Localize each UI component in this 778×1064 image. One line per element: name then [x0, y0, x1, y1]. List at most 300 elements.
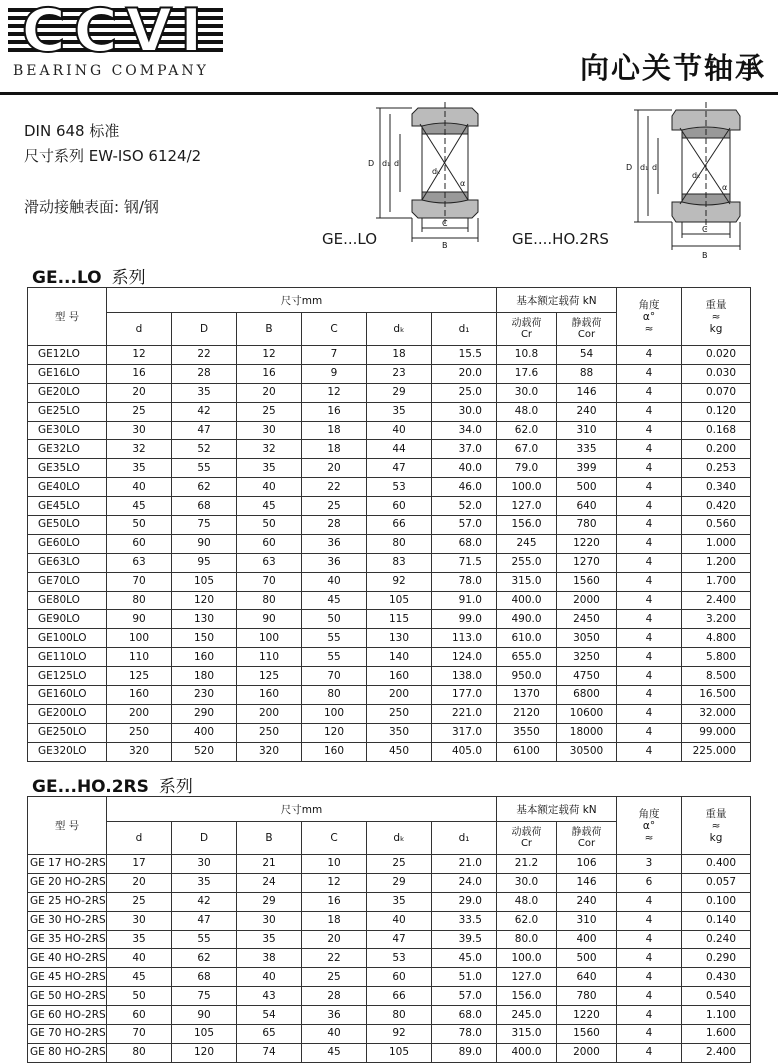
cell-C: 7 — [302, 346, 367, 365]
cell-weight: 1.700 — [682, 572, 751, 591]
cell-C: 18 — [302, 421, 367, 440]
cell-D: 55 — [172, 930, 237, 949]
cell-dk: 160 — [367, 667, 432, 686]
cell-dynamic-load: 400.0 — [497, 591, 557, 610]
cell-D: 105 — [172, 572, 237, 591]
standard-text: DIN 648 标准 — [24, 122, 120, 140]
cell-model: GE 17 HO-2RS — [28, 855, 107, 874]
cell-model: GE 20 HO-2RS — [28, 873, 107, 892]
cell-C: 28 — [302, 516, 367, 535]
cell-d1: 71.5 — [432, 553, 497, 572]
table-row — [28, 742, 751, 761]
col-angle: 角度 α° ≈ — [617, 797, 682, 855]
cell-B: 60 — [237, 534, 302, 553]
cell-d: 110 — [107, 648, 172, 667]
cell-weight: 0.057 — [682, 873, 751, 892]
table-row — [28, 686, 751, 705]
cell-D: 68 — [172, 497, 237, 516]
lo-dim-alpha: α — [460, 179, 466, 188]
cell-C: 10 — [302, 855, 367, 874]
cell-dynamic-load: 2120 — [497, 704, 557, 723]
cell-d1: 24.0 — [432, 873, 497, 892]
cell-dynamic-load: 10.8 — [497, 346, 557, 365]
cell-d: 50 — [107, 516, 172, 535]
col-B: B — [237, 822, 302, 855]
cell-C: 36 — [302, 553, 367, 572]
hors-dim-d: d — [652, 163, 658, 172]
cell-dynamic-load: 3550 — [497, 723, 557, 742]
table-row — [28, 704, 751, 723]
col-C: C — [302, 822, 367, 855]
cell-B: 38 — [237, 949, 302, 968]
cell-weight: 32.000 — [682, 704, 751, 723]
cell-d: 100 — [107, 629, 172, 648]
cell-static-load: 3250 — [557, 648, 617, 667]
cell-angle: 4 — [617, 648, 682, 667]
cell-model: GE45LO — [28, 497, 107, 516]
cell-d1: 25.0 — [432, 383, 497, 402]
cell-model: GE 80 HO-2RS — [28, 1043, 107, 1062]
cell-static-load: 2450 — [557, 610, 617, 629]
cell-B: 29 — [237, 892, 302, 911]
table-row — [28, 421, 751, 440]
cell-weight: 2.400 — [682, 1043, 751, 1062]
cell-angle: 4 — [617, 1043, 682, 1062]
cell-D: 75 — [172, 516, 237, 535]
table-row — [28, 478, 751, 497]
cell-weight: 0.120 — [682, 402, 751, 421]
cell-B: 80 — [237, 591, 302, 610]
cell-D: 47 — [172, 911, 237, 930]
cell-d: 160 — [107, 686, 172, 705]
cell-angle: 4 — [617, 497, 682, 516]
col-angle: 角度 α° ≈ — [617, 288, 682, 346]
cell-model: GE125LO — [28, 667, 107, 686]
cell-C: 25 — [302, 968, 367, 987]
cell-model: GE 45 HO-2RS — [28, 968, 107, 987]
cell-d1: 34.0 — [432, 421, 497, 440]
cell-model: GE20LO — [28, 383, 107, 402]
cell-dynamic-load: 490.0 — [497, 610, 557, 629]
hors-dim-B: B — [702, 251, 708, 260]
cell-d: 250 — [107, 723, 172, 742]
cell-model: GE250LO — [28, 723, 107, 742]
cell-weight: 1.600 — [682, 1025, 751, 1044]
cell-angle: 3 — [617, 855, 682, 874]
col-d1: d₁ — [432, 313, 497, 346]
cell-model: GE32LO — [28, 440, 107, 459]
cell-C: 12 — [302, 383, 367, 402]
col-d: d — [107, 313, 172, 346]
cell-dynamic-load: 315.0 — [497, 572, 557, 591]
cell-weight: 4.800 — [682, 629, 751, 648]
dimension-series-text: 尺寸系列 EW-ISO 6124/2 — [24, 147, 202, 165]
cell-weight: 0.430 — [682, 968, 751, 987]
cell-dk: 92 — [367, 1025, 432, 1044]
cell-dynamic-load: 48.0 — [497, 402, 557, 421]
cell-D: 42 — [172, 892, 237, 911]
cell-weight: 0.400 — [682, 855, 751, 874]
cell-C: 9 — [302, 364, 367, 383]
cell-B: 16 — [237, 364, 302, 383]
hors-dim-dk: dₖ — [692, 171, 701, 180]
cell-dk: 105 — [367, 591, 432, 610]
cell-model: GE 30 HO-2RS — [28, 911, 107, 930]
cell-dynamic-load: 255.0 — [497, 553, 557, 572]
cell-B: 30 — [237, 911, 302, 930]
cell-C: 120 — [302, 723, 367, 742]
cell-C: 36 — [302, 534, 367, 553]
cell-weight: 2.400 — [682, 591, 751, 610]
cell-d: 70 — [107, 1025, 172, 1044]
cell-B: 32 — [237, 440, 302, 459]
table-row — [28, 892, 751, 911]
cell-weight: 0.540 — [682, 987, 751, 1006]
cell-static-load: 240 — [557, 892, 617, 911]
table-row — [28, 591, 751, 610]
col-load-rating: 基本额定载荷 kN — [497, 288, 617, 313]
cell-model: GE60LO — [28, 534, 107, 553]
cell-d1: 68.0 — [432, 1006, 497, 1025]
lo-bearing-diagram — [360, 100, 500, 250]
col-B: B — [237, 313, 302, 346]
cell-dynamic-load: 30.0 — [497, 873, 557, 892]
col-dynamic: 动载荷 Cr — [497, 313, 557, 346]
cell-B: 54 — [237, 1006, 302, 1025]
table-row — [28, 1043, 751, 1062]
contact-surface-text: 滑动接触表面: 钢/钢 — [24, 198, 159, 216]
cell-angle: 4 — [617, 629, 682, 648]
col-dk: dₖ — [367, 313, 432, 346]
cell-B: 70 — [237, 572, 302, 591]
cell-angle: 4 — [617, 968, 682, 987]
cell-D: 47 — [172, 421, 237, 440]
cell-D: 75 — [172, 987, 237, 1006]
cell-C: 100 — [302, 704, 367, 723]
cell-B: 160 — [237, 686, 302, 705]
cell-C: 50 — [302, 610, 367, 629]
cell-angle: 4 — [617, 610, 682, 629]
cell-D: 62 — [172, 478, 237, 497]
cell-D: 68 — [172, 968, 237, 987]
cell-C: 40 — [302, 1025, 367, 1044]
cell-model: GE12LO — [28, 346, 107, 365]
cell-dynamic-load: 315.0 — [497, 1025, 557, 1044]
cell-d1: 29.0 — [432, 892, 497, 911]
cell-model: GE 25 HO-2RS — [28, 892, 107, 911]
cell-angle: 4 — [617, 364, 682, 383]
cell-dk: 40 — [367, 911, 432, 930]
cell-dynamic-load: 245.0 — [497, 1006, 557, 1025]
cell-weight: 0.030 — [682, 364, 751, 383]
cell-D: 95 — [172, 553, 237, 572]
cell-D: 55 — [172, 459, 237, 478]
table-row — [28, 949, 751, 968]
cell-angle: 4 — [617, 1025, 682, 1044]
col-D: D — [172, 822, 237, 855]
cell-d: 45 — [107, 497, 172, 516]
lo-section-title — [32, 263, 146, 288]
cell-dynamic-load: 62.0 — [497, 911, 557, 930]
cell-d: 30 — [107, 911, 172, 930]
cell-B: 50 — [237, 516, 302, 535]
cell-B: 63 — [237, 553, 302, 572]
cell-d1: 124.0 — [432, 648, 497, 667]
cell-D: 62 — [172, 949, 237, 968]
cell-B: 125 — [237, 667, 302, 686]
cell-B: 20 — [237, 383, 302, 402]
hors-dim-d1: d₁ — [640, 163, 649, 172]
cell-angle: 4 — [617, 911, 682, 930]
cell-weight: 0.420 — [682, 497, 751, 516]
cell-C: 160 — [302, 742, 367, 761]
logo-letters: CCVI — [21, 4, 211, 66]
cell-static-load: 3050 — [557, 629, 617, 648]
cell-d1: 221.0 — [432, 704, 497, 723]
cell-angle: 4 — [617, 421, 682, 440]
cell-model: GE100LO — [28, 629, 107, 648]
hors-dim-alpha: α — [722, 183, 728, 192]
cell-static-load: 780 — [557, 987, 617, 1006]
cell-d1: 138.0 — [432, 667, 497, 686]
cell-static-load: 2000 — [557, 591, 617, 610]
cell-static-load: 30500 — [557, 742, 617, 761]
lo-dim-dk: dₖ — [432, 167, 441, 176]
cell-d: 125 — [107, 667, 172, 686]
hors-section-name: GE...HO.2RS — [32, 777, 149, 797]
cell-d: 20 — [107, 873, 172, 892]
cell-d: 25 — [107, 892, 172, 911]
cell-angle: 4 — [617, 572, 682, 591]
cell-dynamic-load: 245 — [497, 534, 557, 553]
cell-static-load: 10600 — [557, 704, 617, 723]
cell-d: 32 — [107, 440, 172, 459]
cell-C: 36 — [302, 1006, 367, 1025]
cell-model: GE90LO — [28, 610, 107, 629]
cell-dk: 350 — [367, 723, 432, 742]
cell-d1: 89.0 — [432, 1043, 497, 1062]
lo-section-name: GE...LO — [32, 268, 102, 288]
cell-model: GE 50 HO-2RS — [28, 987, 107, 1006]
cell-dynamic-load: 127.0 — [497, 497, 557, 516]
cell-d1: 33.5 — [432, 911, 497, 930]
cell-C: 22 — [302, 478, 367, 497]
cell-static-load: 500 — [557, 949, 617, 968]
cell-C: 16 — [302, 892, 367, 911]
cell-D: 400 — [172, 723, 237, 742]
col-weight: 重量 ≈ kg — [682, 288, 751, 346]
cell-B: 320 — [237, 742, 302, 761]
cell-angle: 4 — [617, 534, 682, 553]
lo-spec-table — [27, 287, 751, 762]
cell-D: 52 — [172, 440, 237, 459]
cell-d1: 37.0 — [432, 440, 497, 459]
cell-C: 45 — [302, 1043, 367, 1062]
cell-dk: 200 — [367, 686, 432, 705]
cell-d: 80 — [107, 1043, 172, 1062]
cell-D: 90 — [172, 1006, 237, 1025]
table-row — [28, 383, 751, 402]
cell-d1: 20.0 — [432, 364, 497, 383]
col-model: 型 号 — [28, 797, 107, 855]
table-row — [28, 553, 751, 572]
cell-d1: 68.0 — [432, 534, 497, 553]
cell-B: 24 — [237, 873, 302, 892]
cell-D: 28 — [172, 364, 237, 383]
cell-C: 18 — [302, 911, 367, 930]
cell-B: 65 — [237, 1025, 302, 1044]
cell-B: 35 — [237, 930, 302, 949]
table-row — [28, 534, 751, 553]
cell-dynamic-load: 950.0 — [497, 667, 557, 686]
cell-weight: 0.100 — [682, 892, 751, 911]
cell-dynamic-load: 48.0 — [497, 892, 557, 911]
cell-static-load: 399 — [557, 459, 617, 478]
lo-dim-C: C — [442, 219, 448, 228]
cell-static-load: 1560 — [557, 1025, 617, 1044]
cell-dynamic-load: 156.0 — [497, 987, 557, 1006]
lo-dim-B: B — [442, 241, 448, 250]
cell-model: GE 60 HO-2RS — [28, 1006, 107, 1025]
cell-d1: 99.0 — [432, 610, 497, 629]
table-row — [28, 723, 751, 742]
cell-D: 130 — [172, 610, 237, 629]
cell-C: 70 — [302, 667, 367, 686]
table-row — [28, 873, 751, 892]
col-dk: dₖ — [367, 822, 432, 855]
cell-dk: 40 — [367, 421, 432, 440]
cell-angle: 4 — [617, 704, 682, 723]
cell-B: 90 — [237, 610, 302, 629]
cell-d: 25 — [107, 402, 172, 421]
cell-dk: 35 — [367, 402, 432, 421]
cell-dk: 47 — [367, 930, 432, 949]
cell-angle: 4 — [617, 686, 682, 705]
cell-weight: 0.200 — [682, 440, 751, 459]
col-weight: 重量 ≈ kg — [682, 797, 751, 855]
cell-dk: 80 — [367, 534, 432, 553]
lo-diagram-label: GE...LO — [322, 230, 378, 248]
cell-dk: 250 — [367, 704, 432, 723]
cell-dk: 92 — [367, 572, 432, 591]
cell-weight: 0.340 — [682, 478, 751, 497]
cell-C: 45 — [302, 591, 367, 610]
cell-d: 90 — [107, 610, 172, 629]
cell-dk: 29 — [367, 873, 432, 892]
cell-dk: 53 — [367, 949, 432, 968]
cell-C: 40 — [302, 572, 367, 591]
cell-C: 16 — [302, 402, 367, 421]
cell-angle: 4 — [617, 459, 682, 478]
cell-static-load: 106 — [557, 855, 617, 874]
cell-static-load: 310 — [557, 421, 617, 440]
table-row — [28, 516, 751, 535]
cell-C: 20 — [302, 459, 367, 478]
hors-section-suffix: 系列 — [158, 777, 193, 797]
cell-D: 520 — [172, 742, 237, 761]
cell-static-load: 6800 — [557, 686, 617, 705]
cell-weight: 0.070 — [682, 383, 751, 402]
cell-weight: 1.100 — [682, 1006, 751, 1025]
col-static: 静载荷 Cor — [557, 313, 617, 346]
cell-D: 30 — [172, 855, 237, 874]
cell-weight: 225.000 — [682, 742, 751, 761]
cell-d: 17 — [107, 855, 172, 874]
cell-angle: 4 — [617, 987, 682, 1006]
cell-weight: 0.240 — [682, 930, 751, 949]
cell-B: 40 — [237, 968, 302, 987]
cell-C: 18 — [302, 440, 367, 459]
col-C: C — [302, 313, 367, 346]
cell-dynamic-load: 100.0 — [497, 949, 557, 968]
hors-table-body — [28, 855, 751, 1063]
cell-angle: 4 — [617, 478, 682, 497]
cell-d: 45 — [107, 968, 172, 987]
lo-table-body — [28, 346, 751, 762]
cell-static-load: 18000 — [557, 723, 617, 742]
cell-static-load: 146 — [557, 383, 617, 402]
cell-model: GE63LO — [28, 553, 107, 572]
cell-angle: 4 — [617, 930, 682, 949]
cell-D: 150 — [172, 629, 237, 648]
cell-dk: 53 — [367, 478, 432, 497]
cell-d1: 113.0 — [432, 629, 497, 648]
cell-dk: 66 — [367, 516, 432, 535]
col-dynamic: 动载荷 Cr — [497, 822, 557, 855]
cell-model: GE16LO — [28, 364, 107, 383]
cell-dk: 44 — [367, 440, 432, 459]
table-row — [28, 930, 751, 949]
cell-d1: 177.0 — [432, 686, 497, 705]
table-row — [28, 346, 751, 365]
cell-static-load: 640 — [557, 497, 617, 516]
lo-dim-D: D — [368, 159, 375, 168]
cell-static-load: 780 — [557, 516, 617, 535]
table-row — [28, 667, 751, 686]
cell-d1: 46.0 — [432, 478, 497, 497]
cell-d: 40 — [107, 949, 172, 968]
cell-C: 55 — [302, 648, 367, 667]
cell-d1: 40.0 — [432, 459, 497, 478]
cell-D: 120 — [172, 1043, 237, 1062]
cell-weight: 0.560 — [682, 516, 751, 535]
table-row — [28, 610, 751, 629]
cell-B: 21 — [237, 855, 302, 874]
cell-D: 290 — [172, 704, 237, 723]
cell-dk: 60 — [367, 497, 432, 516]
cell-d: 80 — [107, 591, 172, 610]
cell-d1: 21.0 — [432, 855, 497, 874]
cell-D: 120 — [172, 591, 237, 610]
cell-static-load: 1270 — [557, 553, 617, 572]
cell-model: GE25LO — [28, 402, 107, 421]
cell-static-load: 1220 — [557, 1006, 617, 1025]
cell-B: 25 — [237, 402, 302, 421]
cell-dynamic-load: 610.0 — [497, 629, 557, 648]
cell-angle: 4 — [617, 892, 682, 911]
lo-section-suffix: 系列 — [111, 268, 146, 288]
cell-static-load: 240 — [557, 402, 617, 421]
cell-static-load: 146 — [557, 873, 617, 892]
lo-dim-d: d — [394, 159, 400, 168]
page-title: 向心关节轴承 — [579, 51, 766, 85]
cell-d: 200 — [107, 704, 172, 723]
cell-model: GE40LO — [28, 478, 107, 497]
cell-angle: 4 — [617, 402, 682, 421]
cell-D: 35 — [172, 383, 237, 402]
cell-B: 200 — [237, 704, 302, 723]
cell-static-load: 4750 — [557, 667, 617, 686]
